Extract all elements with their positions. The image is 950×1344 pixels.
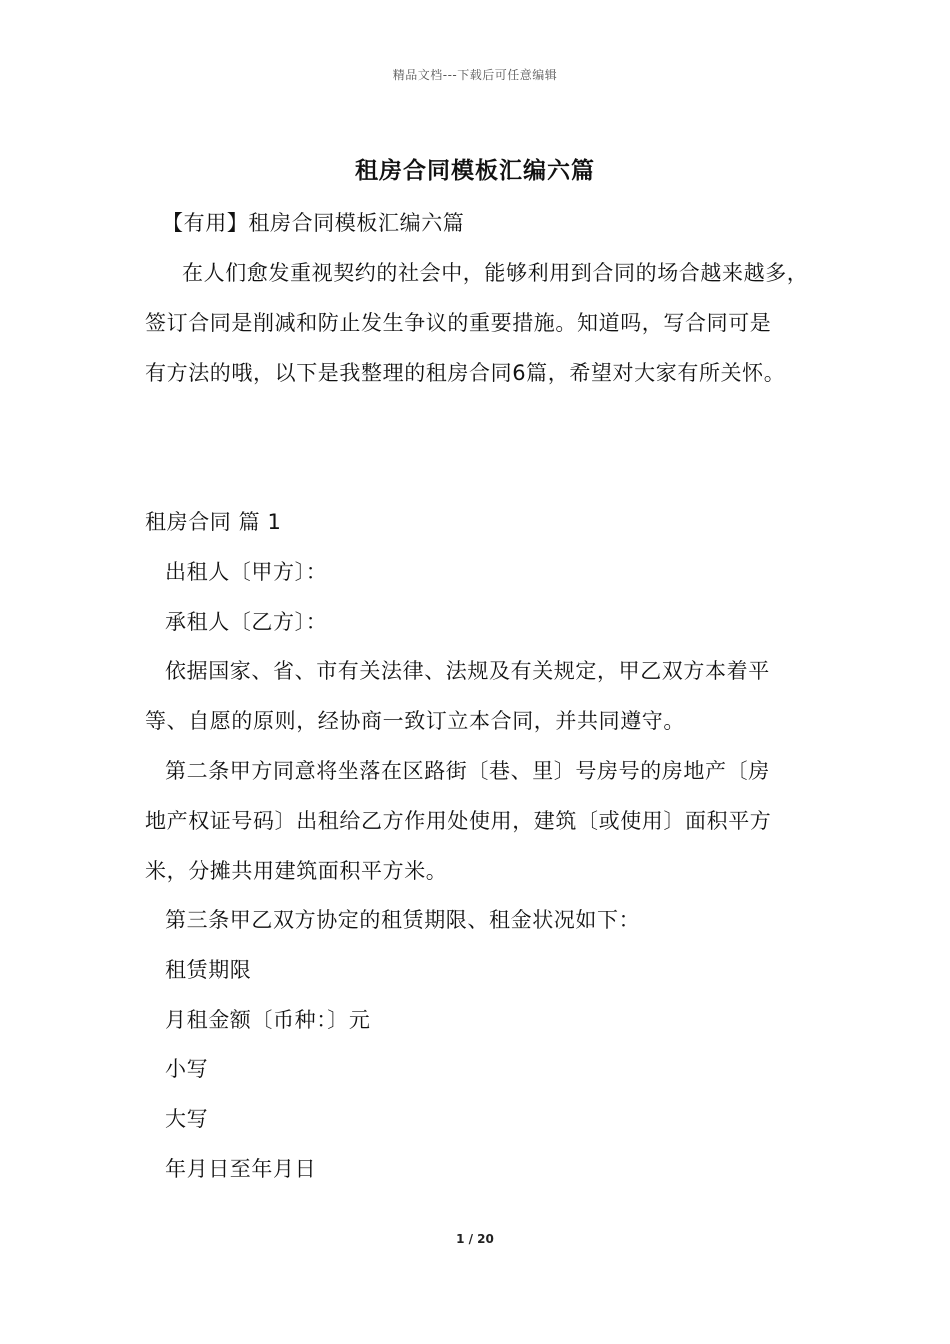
lessee-line: 承租人〔乙方〕： bbox=[165, 610, 328, 634]
header-note: 精品文档---下载后可任意编辑 bbox=[392, 68, 558, 82]
article-2-line: 地产权证号码〕出租给乙方作用处使用，建筑〔或使用〕面积平方 bbox=[145, 809, 772, 833]
lowercase-line: 小写 bbox=[165, 1057, 209, 1081]
article-3-line: 第三条甲乙双方协定的租赁期限、租金状况如下： bbox=[165, 908, 641, 932]
basis-line: 等、自愿的原则，经协商一致订立本合同，并共同遵守。 bbox=[145, 709, 685, 733]
intro-line: 在人们愈发重视契约的社会中，能够利用到合同的场合越来越多， bbox=[182, 261, 809, 285]
lease-term-line: 租赁期限 bbox=[165, 958, 252, 982]
section-heading: 租房合同 篇 1 bbox=[145, 510, 282, 534]
date-range-line: 年月日至年月日 bbox=[165, 1157, 317, 1181]
document-title: 租房合同模板汇编六篇 bbox=[355, 158, 595, 184]
article-2-line: 第二条甲方同意将坐落在区路街〔巷、里〕号房号的房地产〔房 bbox=[165, 759, 770, 783]
basis-line: 依据国家、省、市有关法律、法规及有关规定，甲乙双方本着平 bbox=[165, 659, 770, 683]
lessor-line: 出租人〔甲方〕： bbox=[165, 560, 328, 584]
monthly-rent-line: 月租金额〔币种：〕元 bbox=[165, 1008, 371, 1032]
article-2-line: 米，分摊共用建筑面积平方米。 bbox=[145, 859, 448, 883]
uppercase-line: 大写 bbox=[165, 1107, 209, 1131]
intro-line: 签订合同是削减和防止发生争议的重要措施。知道吗，写合同可是 bbox=[145, 311, 772, 335]
page-number: 1 / 20 bbox=[456, 1232, 494, 1246]
intro-line: 有方法的哦，以下是我整理的租房合同6篇，希望对大家有所关怀。 bbox=[145, 361, 786, 385]
document-subtitle: 【有用】租房合同模板汇编六篇 bbox=[162, 211, 465, 235]
